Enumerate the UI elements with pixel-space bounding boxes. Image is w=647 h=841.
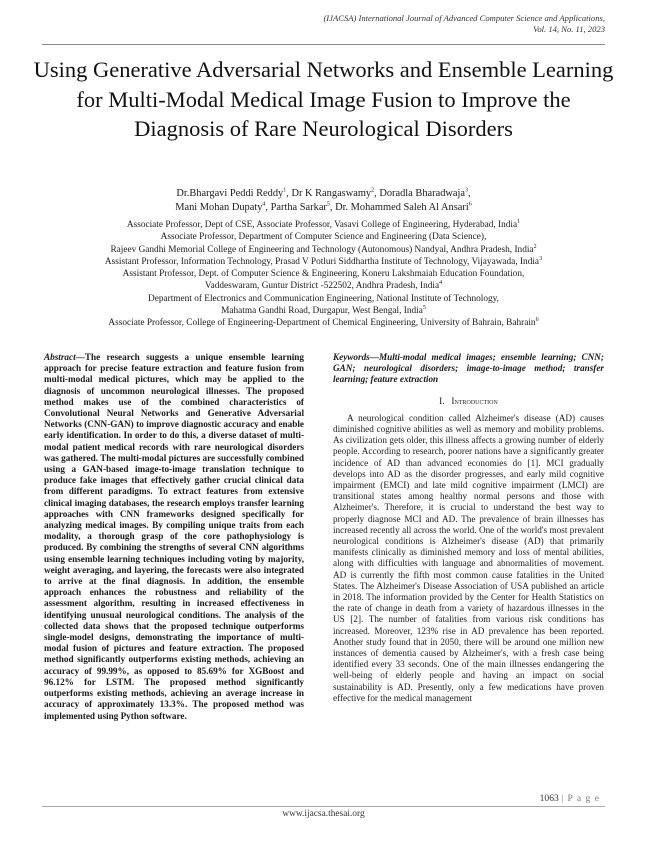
author-name: Doradla Bharadwaja <box>379 188 466 199</box>
affiliation-line: Assistant Professor, Dept. of Computer Science & Engineering, Koneru Lakshmaiah Education Foundation, <box>122 269 525 280</box>
author-mark: 6 <box>468 201 472 208</box>
abstract <box>44 352 304 722</box>
section-heading <box>333 396 604 407</box>
journal-name: (IJACSA) International Journal of Advanced Computer Science and Applications, <box>323 13 605 23</box>
header-rule <box>42 44 605 45</box>
right-column <box>333 352 604 704</box>
author-name: Mani Mohan Dupaty <box>175 202 263 213</box>
keywords: Keywords—Multi-modal medical images; ensemble learning; CNN; GAN; neurological disorders; image-to-image method; transfer learning; feature extraction <box>333 352 604 385</box>
author-mark: 3 <box>465 187 469 194</box>
page-number <box>540 793 600 804</box>
affiliation-line: Associate Professor, Dept of CSE, Associate Professor, Vasavi College of Engineering, Hyderabad, India$^1$ <box>126 218 521 230</box>
journal-header <box>265 13 605 35</box>
page-number-value: 1063 <box>539 793 559 804</box>
author-mark: 4 <box>262 201 266 208</box>
author-name: Dr. Mohammed Saleh Al Ansari <box>335 202 469 213</box>
author-name: Dr K Rangaswamy <box>291 188 372 199</box>
journal-volume: Vol. 14, No. 11, 2023 <box>533 24 605 34</box>
left-column <box>44 352 304 722</box>
affiliation-list <box>26 219 621 330</box>
affiliation-line: Mahatma Gandhi Road, Durgapur, West Bengal, India$^5$ <box>221 304 426 317</box>
author-name: Dr.Bhargavi Peddi Reddy <box>176 188 284 199</box>
affiliation-line: Associate Professor, Department of Computer Science and Engineering (Data Science), <box>160 232 487 243</box>
introduction-text: A neurological condition called Alzheimer's disease (AD) causes diminished cognitive abilities as well as memory and mobility problems. As civilization gets older, this illness affects a growing number of elderly people. According to research, poorer nations have a significantly greater incidence of AD than advanced economies do [1]. MCI gradually develops into AD as the disorder progresses, and early mild cognitive impairment (EMCI) and late mild cognitive impairment (LMCI) are transitional states among healthy normal persons and those with Alzheimer's. Therefore, it is crucial to understand the best way to properly diagnose MCI and AD. The prevalence of brain illnesses has increased recently all across the world. One of the world's most prevalent neurological conditions is Alzheimer's disease (AD) that primarily manifests clinically as diminished memory and loss of mental abilities, along with difficulties with language and abnormalities of movement. AD is currently the fifth most common cause fatalities in the United States. The Alzheimer's Disease Association of USA published an article in 2018. The information provided by the Center for Health Statistics on the rate of change in death from a variety of hazardous illnesses in the US [2]. The number of fatalities from various risk conditions has increased. Moreover, 123% rise in AD prevalence has been reported. Another study found that in 2050, there will be around one million new instances of dementia caused by Alzheimer's, with a fresh case being identified every 33 seconds. One of the main illnesses endangering the well-being of elderly people and having an impact on social sustainability is AD. Presently, only a few medications have proven effective for the medical management <box>333 412 604 703</box>
author-name: Partha Sarkar <box>270 202 327 213</box>
affiliation-line: Rajeev Gandhi Memorial College of Engineering and Technology (Autonomous) Nandyal, Andhra Pradesh, India$^2$ <box>110 243 537 255</box>
author-mark: 2 <box>371 187 375 194</box>
paper-title: Using Generative Adversarial Networks and Ensemble Learning for Multi-Modal Medical Image Fusion to Improve the Diagnosis of Rare Neurological Disorders <box>33 57 614 141</box>
author-list: Dr.Bhargavi Peddi Reddy$^1$, Dr K Rangaswamy$^2$, Doradla Bharadwaja$^3$, Mani Mohan Dupaty$^4$, Partha Sarkar$^5$, Dr. Mohammed Saleh Al Ansari$^6$ <box>175 187 472 213</box>
abstract-label: Abstract— <box>44 352 85 362</box>
footer-rule <box>42 806 605 807</box>
abstract-text: The research suggests a unique ensemble learning approach for precise feature extraction and feature fusion from multi-modal medical pictures, which may be applied to the diagnosis of uncommon neurological illnesses. The proposed method makes use of the combined characteristics of Convolutional Neural Networks and Generative Adversarial Networks (CNN-GAN) to improve diagnostic accuracy and enable early identification. In order to do this, a diverse dataset of multi-modal patient medical records with rare neurological disorders was gathered. The multi-modal pictures are successfully combined using a GAN-based image-to-image translation technique to produce fake images that effectively gather crucial clinical data from different paradigms. To extract features from extensive clinical imaging databases, the research employs transfer learning approaches with CNN frameworks designed specifically for analyzing medical images. By compiling unique traits from each modality, a thorough grasp of the core pathophysiology is produced. By combining the strengths of several CNN algorithms using ensemble learning techniques including voting by majority, weight averaging, and layering, the forecasts were also integrated to arrive at the final diagnosis. In addition, the ensemble approach enhances the robustness and reliability of the assessment algorithm, resulting in increased effectiveness in identifying unusual neurological conditions. The analysis of the collected data shows that the proposed technique outperforms single-model designs, demonstrating the importance of multi-modal fusion of pictures and feature extraction. The proposed method significantly outperforms existing methods, achieving an accuracy of 99.99%, as opposed to 85.69% for XGBoost and 96.12% for LSTM. The proposed method significantly outperforms existing methods, achieving an average increase in accuracy of approximately 13.3%. The proposed method was implemented using Python software. <box>44 352 304 721</box>
section-number: I. <box>439 395 445 406</box>
journal-url: www.ijacsa.thesai.org <box>282 809 365 819</box>
page-label: | P a g e <box>561 793 600 804</box>
affiliation-line: Vaddeswaram, Guntur District -522502, Andhra Pradesh, India$^4$ <box>204 280 443 292</box>
affiliation-line: Associate Professor, College of Engineering-Department of Chemical Engineering, University of Bahrain, Bahrain$^6$ <box>108 317 539 329</box>
author-mark: 1 <box>283 187 287 194</box>
author-mark: 5 <box>326 201 330 208</box>
affiliation-line: Assistant Professor, Information Technology, Prasad V Potluri Siddhartha Institute of Technology, Vijayawada, India$^3$ <box>104 255 543 267</box>
section-title: Introduction <box>451 395 498 406</box>
affiliation-line: Department of Electronics and Communication Engineering, National Institute of Technology, <box>148 293 499 304</box>
